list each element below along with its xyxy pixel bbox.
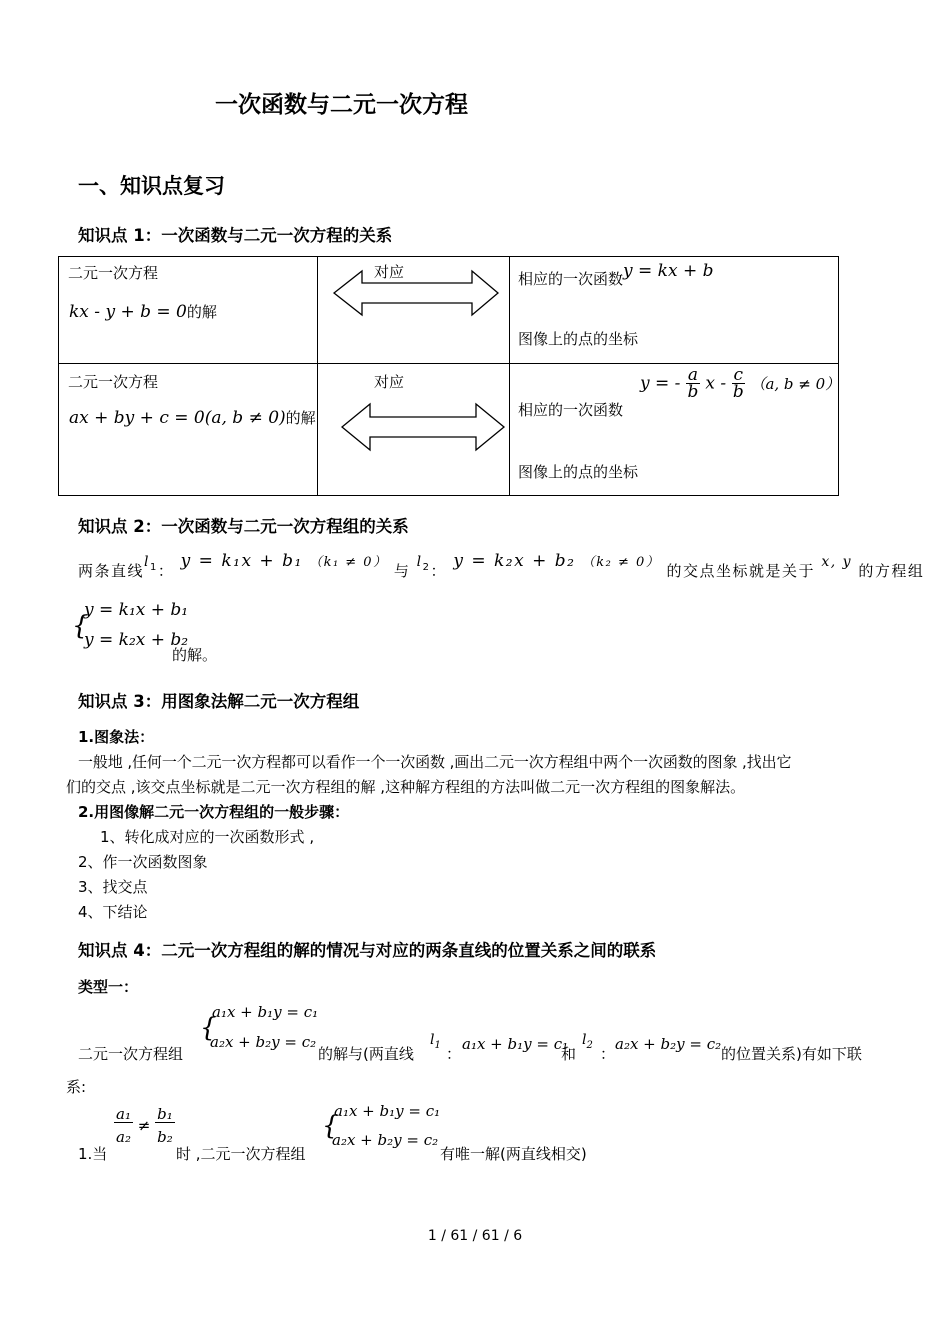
row2-right-eq-mid: x - bbox=[705, 373, 727, 394]
neq-sign: ≠ bbox=[137, 1116, 151, 1135]
line-l1: $l_1$ bbox=[430, 1032, 441, 1051]
kp3-para2: 们的交点 ,该交点坐标就是二元一次方程组的解 ,这种解方程组的方法叫做二元一次方程组的图象解法。 bbox=[66, 778, 746, 796]
row2-left-suffix: 的解 bbox=[285, 409, 316, 427]
kp4-eq1: a₁x + b₁y = c₁ bbox=[462, 1035, 569, 1053]
colon: ： bbox=[600, 1045, 616, 1063]
kp4-text: 的位置关系)有如下联 bbox=[721, 1045, 862, 1063]
colon: ： bbox=[430, 562, 448, 580]
frac-denominator: b bbox=[732, 382, 744, 402]
kp4-sys2: a₂x + b₂y = c₂ bbox=[210, 1033, 317, 1051]
kp4-eq2: a₂x + b₂y = c₂ bbox=[615, 1035, 722, 1053]
step-item: 3、找交点 bbox=[78, 878, 148, 896]
row1-right-bottom: 图像上的点的坐标 bbox=[518, 330, 639, 348]
kp3-heading: 知识点 3：用图象法解二元一次方程组 bbox=[78, 692, 360, 711]
row1-mid-cell bbox=[318, 257, 510, 364]
frac-numerator: c bbox=[733, 365, 744, 385]
page-title: 一次函数与二元一次方程 bbox=[215, 92, 468, 118]
brace: { bbox=[72, 611, 89, 641]
kp2-text: 两条直线 bbox=[78, 562, 145, 580]
row1-mid-label: 对应 bbox=[374, 263, 405, 281]
case1-suffix: 有唯一解(两直线相交) bbox=[440, 1145, 587, 1163]
kp1-heading: 知识点 1：一次函数与二元一次方程的关系 bbox=[78, 226, 393, 245]
step-item: 2、作一次函数图象 bbox=[78, 853, 208, 871]
row2-mid-label: 对应 bbox=[374, 373, 405, 391]
double-arrow-icon bbox=[332, 269, 502, 317]
kp2-eq1: y = k₁x + b₁ bbox=[180, 551, 303, 571]
line-l1: l bbox=[144, 554, 150, 570]
row2-right-cond: （a, b ≠ 0） bbox=[750, 375, 841, 393]
kp2-heading: 知识点 2：一次函数与二元一次方程组的关系 bbox=[78, 517, 409, 536]
row1-right-label: 相应的一次函数 bbox=[518, 270, 624, 288]
kp2-text: 的方程组 bbox=[858, 562, 925, 580]
row2-right-label: 相应的一次函数 bbox=[518, 401, 624, 419]
double-arrow-icon bbox=[340, 402, 508, 452]
brace: { bbox=[322, 1111, 339, 1141]
kp4-text: 二元一次方程组 bbox=[78, 1045, 184, 1063]
row1-right-cell bbox=[510, 257, 839, 364]
row2-left-label: 二元一次方程 bbox=[68, 373, 159, 391]
frac-numerator: b₁ bbox=[157, 1105, 173, 1123]
line-l1-label: l bbox=[430, 1032, 435, 1048]
case1-mid: 时 ,二元一次方程组 bbox=[176, 1145, 306, 1163]
case1-sys2: a₂x + b₂y = c₂ bbox=[332, 1131, 439, 1149]
frac-denominator: b bbox=[687, 382, 699, 402]
row2-right-cell bbox=[510, 364, 839, 496]
line-l2: l bbox=[416, 554, 423, 570]
kp2-eq2: y = k₂x + b₂ bbox=[453, 551, 576, 571]
row1-left-suffix: 的解 bbox=[186, 303, 217, 321]
row1-left-cell bbox=[59, 257, 318, 364]
frac-denominator: b₂ bbox=[157, 1128, 173, 1146]
colon: ： bbox=[446, 1045, 462, 1063]
kp3-sub2: 2.用图像解二元一次方程组的一般步骤： bbox=[78, 803, 350, 821]
step-item: 1、转化成对应的一次函数形式 , bbox=[100, 828, 315, 846]
kp4-type1: 类型一： bbox=[78, 978, 139, 996]
line-l2-label: l bbox=[582, 1032, 587, 1048]
colon: ： bbox=[157, 562, 175, 580]
frac-numerator: a₁ bbox=[116, 1105, 131, 1123]
row2-right-bottom: 图像上的点的坐标 bbox=[518, 463, 639, 481]
kp3-sub1: 1.图象法： bbox=[78, 728, 155, 746]
row1-right-eq: y = kx + b bbox=[623, 261, 714, 281]
kp4-heading: 知识点 4：二元一次方程组的解的情况与对应的两条直线的位置关系之间的联系 bbox=[78, 941, 657, 960]
frac-denominator: a₂ bbox=[116, 1128, 131, 1146]
page-footer: 1 / 61 / 61 / 6 bbox=[427, 1228, 523, 1244]
section-heading: 一、知识点复习 bbox=[78, 174, 225, 198]
row2-left-cell bbox=[59, 364, 318, 496]
kp2-line1: 两条直线$l_1$： y = k₁x + b₁ （k₁ ≠ 0） 与 $l_2$： y = k₂x + b₂ （k₂ ≠ 0） 的交点坐标就是关于 x, y 的方程组 bbox=[78, 551, 925, 580]
brace: { bbox=[200, 1013, 217, 1043]
kp4-and: 和 bbox=[561, 1045, 577, 1063]
kp1-table bbox=[58, 256, 839, 496]
frac-numerator: a bbox=[687, 365, 698, 385]
row1-left-label: 二元一次方程 bbox=[68, 264, 159, 282]
kp2-xy: x, y bbox=[821, 554, 853, 570]
kp2-sys2: y = k₂x + b₂ bbox=[84, 630, 189, 650]
kp2-text: 的交点坐标就是关于 bbox=[666, 562, 816, 580]
row2-right-eq-prefix: y = - bbox=[640, 373, 681, 394]
case1-sys1: a₁x + b₁y = c₁ bbox=[334, 1102, 441, 1120]
kp2-with: 与 bbox=[393, 562, 411, 580]
kp3-para1: 一般地 ,任何一个二元一次方程都可以看作一个一次函数 ,画出二元一次方程组中两个一次函数的图象 ,找出它 bbox=[78, 753, 792, 771]
row2-left-eq: ax + by + c = 0(a, b ≠ 0) bbox=[69, 408, 286, 428]
step-item: 4、下结论 bbox=[78, 903, 148, 921]
kp2-tail: 的解。 bbox=[172, 646, 218, 664]
kp4-sys1: a₁x + b₁y = c₁ bbox=[212, 1003, 319, 1021]
kp2-sys1: y = k₁x + b₁ bbox=[84, 600, 189, 620]
kp4-text: 的解与(两直线 bbox=[318, 1045, 414, 1063]
kp4-text: 系: bbox=[66, 1078, 87, 1096]
line-l2: $l_2$ bbox=[582, 1032, 593, 1051]
kp2-cond1: （k₁ ≠ 0） bbox=[309, 555, 388, 570]
row1-left-eq: kx - y + b = 0 bbox=[69, 302, 187, 322]
kp2-cond2: （k₂ ≠ 0） bbox=[581, 555, 661, 570]
case1-prefix: 1.当 bbox=[78, 1145, 108, 1163]
row2-mid-cell bbox=[318, 364, 510, 496]
